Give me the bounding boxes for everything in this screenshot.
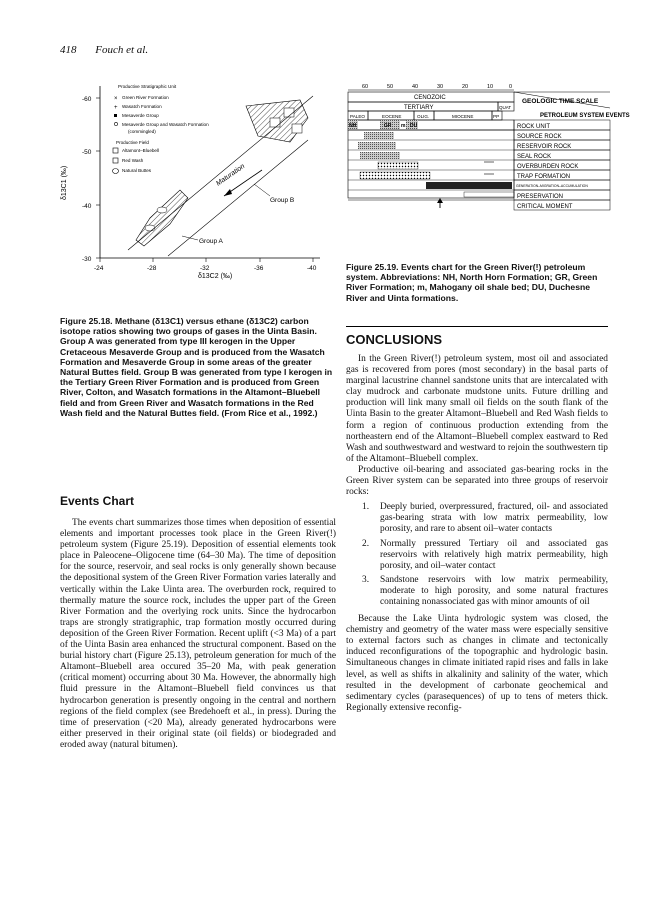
row-label: SEAL ROCK [517,154,552,160]
group-b-label: Group B [270,197,295,204]
legend-title: Productive Stratigraphic Unit [118,84,177,89]
events-chart-paragraph: The events chart summarizes those times when deposition of essential elements and important processes took place in the Green River(!) petroleum system (Figure 25.19). Deposition of essential elements took place in Paleocene–Oligocene time (64–30 Ma). The time of deposition for the source, reservoir, and seal rocks is only generally shown because the depositional system of the Green River Formation varies laterally and vertically within the Lake Uinta area. The overburden rock, required to thermally mature the source rock, includes the upper part of the Green River Formation and the overlying rock units. Since the hydrocarbon traps are strongly stratigraphic, trap formation mostly occurred during deposition of the Green River Formation. Recent uplift (<3 Ma) of a part of the Uinta Basin area enhanced the structural component. Based on the burial history chart (Figure 25.13), petroleum generation for much of the Altamont–Bluebell area occured 35–20 Ma, with peak generation (critical moment) occurring about 30 Ma. However, the abnormally high fluid pressure in the Altamont–Bluebell field convinces us that hydrocarbon generation is presently ongoing in the central and northern regions of the field complex (see Bredehoeft et al., in press). During the time of preservation (<20 Ma), already generated hydrocarbons were either preserved in their original state (oil fields) or biodegraded and eroded away (natural bitumen). [60,518,336,750]
group-a-region [136,190,188,246]
age-tick: 0 [509,84,513,90]
events-chart-heading: Events Chart [60,494,135,508]
epoch-label: OLIG. [417,114,430,119]
legend-symbol-square [114,114,117,117]
x-tick-label: -40 [307,265,317,272]
list-item [346,539,608,572]
y-tick-label: -60 [82,96,92,103]
generation-bar [426,182,512,189]
x-tick-label: -32 [200,265,210,272]
running-title: Fouch et al. [95,44,149,56]
x-tick-label: -24 [94,265,104,272]
y-axis-label: δ13C1 (‰) [61,165,68,200]
epoch-label: MIOCENE [452,114,474,119]
list-number: 3. [362,574,370,585]
conclusions-paragraph: Productive oil-bearing and associated gas-bearing rocks in the Green River system can be separated into three groups of reservoir rocks: [346,464,608,498]
petroleum-system-events-label: PETROLEUM SYSTEM EVENTS [540,113,630,119]
list-item [346,575,608,608]
legend-item: (commingled) [128,129,156,134]
legend-item: Green River Formation [122,95,169,100]
field-item: Natural Buttes [122,168,152,173]
geologic-time-scale-label: GEOLOGIC TIME SCALE [522,98,599,105]
row-label: ROCK UNIT [517,124,550,130]
period-label: TERTIARY [404,105,434,111]
list-text: Normally pressured Tertiary oil and associated gas reservoirs with relatively high matrix permeability, high porosity, and oil–water contact [380,538,608,571]
reservoir-groups-list [346,502,608,608]
field-item: Altamont–Bluebell [122,148,160,153]
row-label: RESERVOIR ROCK [517,144,572,150]
list-number: 1. [362,502,370,513]
formation-label: NH [349,123,357,129]
preservation-bar [464,192,514,197]
era-label: CENOZOIC [414,95,446,101]
legend-symbol-x: × [114,96,118,102]
x-tick-label: -28 [147,265,157,272]
caption-label: Figure 25.19. [346,262,399,272]
y-tick-label: -40 [82,203,92,210]
group-a-label: Group A [199,238,223,245]
row-label: GENERATION–MIGRATION–ACCUMULATION [516,184,588,188]
conclusions-paragraph: In the Green River(!) petroleum system, most oil and associated gas is recovered from pores (most secondary) in the basal parts of marginal lacustrine channel sandstone units that are intercalated with clay mudrock and carbonate mudstone units. Future drilling and production will link many small oil fields on the south flank of the Uinta Basin to the greater Altamont–Bluebell and Red Wash fields to form a region of continuous production extending from the northeastern end of the Altamont–Bluebell complex eastward to Red Wash and southwestward and westward to rejoin the southwestern tip of the Altamont–Bluebell complex. [346,354,608,464]
epoch-label: PALEO [350,114,365,119]
row-label: CRITICAL MOMENT [517,204,573,210]
row-label: OVERBURDEN ROCK [517,164,579,170]
row-label: SOURCE ROCK [517,134,562,140]
age-tick: 30 [437,84,444,90]
legend-item: Mesaverde Group and Wasatch Formation [122,122,209,127]
field-item: Red Wash [122,158,144,163]
age-tick: 50 [387,84,394,90]
figure-25-18-plot [58,78,328,278]
age-tick: 10 [487,84,494,90]
source-rock-bar [364,132,394,139]
legend-symbol-circle [114,122,117,125]
x-tick-label: -36 [254,265,264,272]
conclusions-heading: CONCLUSIONS [346,332,443,347]
events-chart-body [60,518,336,751]
trend-line [128,96,313,250]
row-label: PRESERVATION [517,194,564,200]
list-number: 2. [362,538,370,549]
age-tick: 60 [362,84,369,90]
formation-label: DU [410,123,418,129]
figure-25-18-caption [60,316,335,418]
caption-label: Figure 25.18. [60,316,113,326]
epoch-label: EOCENE [382,114,402,119]
age-tick: 40 [412,84,419,90]
list-text: Sandstone reservoirs with low matrix permeability, moderate to high porosity, and some natural fractures containing nonassociated gas with minor amounts of oil [380,574,608,607]
legend-symbol-plus: + [114,105,118,111]
running-header [60,44,148,56]
x-axis-label: δ13C2 (‰) [198,273,233,280]
overburden-rock-bar [378,162,418,169]
y-tick-label: -30 [82,256,92,263]
legend-item: Mesaverde Group [122,113,159,118]
list-item [346,502,608,535]
reservoir-rock-bar [358,142,396,149]
caption-text: Events chart for the Green River(!) petroleum system. Abbreviations: NH, North Horn Formation; GR, Green River Formation; m, Mahogany oil shale bed; DU, Duchesne River and Uinta formations. [346,262,598,303]
y-tick-label: -50 [82,149,92,156]
critical-moment-marker [437,198,443,203]
section-rule [346,326,608,327]
figure-25-19-chart [344,78,630,258]
formation-label: m [401,123,406,129]
legend-item: Wasatch Formation [122,104,162,109]
trap-formation-bar [360,172,430,179]
formation-label: GR [384,123,392,129]
list-text: Deeply buried, overpressured, fractured, oil- and associated gas-bearing strata with low matrix permeability, low porosity, and rare to absent oil–water contacts [380,502,608,535]
conclusions-paragraph: Because the Lake Uinta hydrologic system was closed, the chemistry and geometry of the water mass were especially sensitive to external factors such as changes in climate and tectonically induced reconfigurations of the topographic and hydrologic basin. Simultaneous changes in climate initiated rapid rises and falls in lake level, as well as shifts in alkalinity and salinity of the water, which resulted in the development of carbonate geochemical and sedimentary cycles (parasequences) of up to tens of meters thick. Regionally extensive reconfig- [346,614,608,713]
caption-text: Methane (δ13C1) versus ethane (δ13C2) carbon isotope ratios showing two groups of gases in the Uinta Basin. Group A was generated from type III kerogen in the Upper Cretaceous Mesaverde Group and is produced from the Wasatch Formation and Mesaverde Group in some areas of the greater Natural Buttes field. Group B was generated from type I kerogen in the Tertiary Green River Formation and is produced from Green River, Colton, and Wasatch formations in the Altamont–Bluebell field and from Green River and Wasatch formations in the Red Wash field and the Natural Buttes field. (From Rice et al., 1992.) [60,316,333,418]
epoch-label: PP [493,114,500,119]
field-title: Productive Field [116,140,149,145]
row-label: TRAP FORMATION [517,174,571,180]
quat-label: QUAT [499,105,512,110]
seal-rock-bar [360,152,400,159]
figure-25-19-caption [346,262,608,303]
age-tick: 20 [462,84,469,90]
conclusions-body [346,354,608,714]
page-number: 418 [60,44,77,56]
maturation-label: Maturation [215,162,247,188]
